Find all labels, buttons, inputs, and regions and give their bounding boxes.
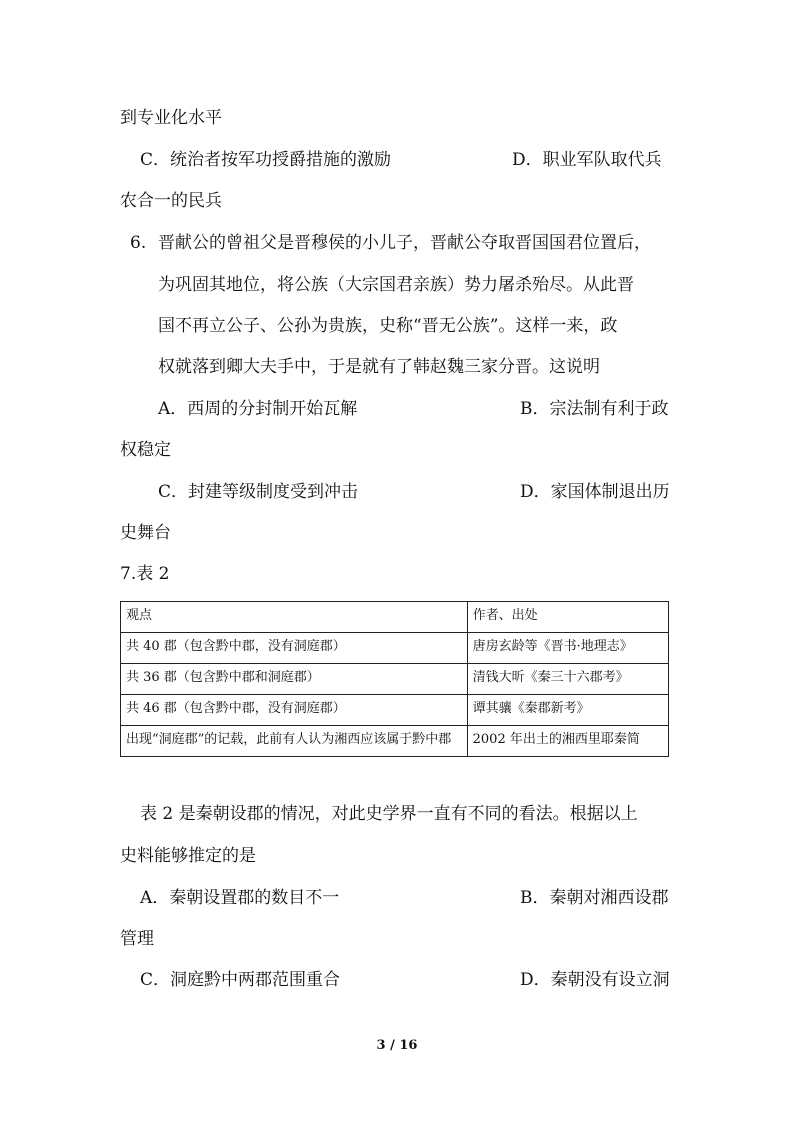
table-header-row xyxy=(121,602,669,633)
q6-stem-line-1: 晋献公的曾祖父是晋穆侯的小儿子，晋献公夺取晋国国君位置后， xyxy=(158,233,651,253)
q6-option-d-continuation: 史舞台 xyxy=(120,523,171,543)
table-cell: 共 36 郡（包含黔中郡和洞庭郡） xyxy=(121,664,468,695)
q7-heading: 7.表 2 xyxy=(120,564,170,584)
q7-option-d: D．秦朝没有设立洞 xyxy=(520,970,670,990)
q6-stem-line-3: 国不再立公子、公孙为贵族，史称“晋无公族”。这样一来，政 xyxy=(158,316,618,336)
q5-option-d: D．职业军队取代兵 xyxy=(512,150,662,170)
q6-option-a: A．西周的分封制开始瓦解 xyxy=(158,399,358,419)
q6-number: 6. xyxy=(130,233,147,253)
q7-stem-line-1: 表 2 是秦朝设郡的情况，对此史学界一直有不同的看法。根据以上 xyxy=(140,804,638,824)
table-cell: 清钱大昕《秦三十六郡考》 xyxy=(467,664,668,695)
table-row xyxy=(121,726,669,757)
q6-option-d: D．家国体制退出历 xyxy=(520,482,670,502)
q6-option-b-continuation: 权稳定 xyxy=(120,440,171,460)
table-row xyxy=(121,695,669,726)
q7-option-b: B．秦朝对湘西设郡 xyxy=(520,888,669,908)
table-header-cell: 观点 xyxy=(121,602,468,633)
table-cell: 共 46 郡（包含黔中郡，没有洞庭郡） xyxy=(121,695,468,726)
page-number: 3 / 16 xyxy=(376,1038,418,1053)
q7-stem-line-2: 史料能够推定的是 xyxy=(120,846,256,866)
table-header-cell: 作者、出处 xyxy=(467,602,668,633)
q5-option-c: C．统治者按军功授爵措施的激励 xyxy=(140,150,392,170)
table-cell: 唐房玄龄等《晋书·地理志》 xyxy=(467,633,668,664)
table-row xyxy=(121,633,669,664)
table-cell: 2002 年出土的湘西里耶秦简 xyxy=(467,726,668,757)
q7-table xyxy=(120,601,669,757)
q5-option-d-continuation: 农合一的民兵 xyxy=(120,191,222,211)
q7-option-b-continuation: 管理 xyxy=(120,929,154,949)
q6-option-b: B．宗法制有利于政 xyxy=(520,399,669,419)
q7-option-c: C．洞庭黔中两郡范围重合 xyxy=(140,970,341,990)
q5-continuation-line: 到专业化水平 xyxy=(120,108,222,128)
q6-stem-line-2: 为巩固其地位，将公族（大宗国君亲族）势力屠杀殆尽。从此晋 xyxy=(158,275,634,295)
table-cell: 出现“洞庭郡”的记载，此前有人认为湘西应该属于黔中郡 xyxy=(121,726,468,757)
table-cell: 谭其骧《秦郡新考》 xyxy=(467,695,668,726)
table-cell: 共 40 郡（包含黔中郡，没有洞庭郡） xyxy=(121,633,468,664)
q7-option-a: A．秦朝设置郡的数目不一 xyxy=(140,888,340,908)
q6-option-c: C．封建等级制度受到冲击 xyxy=(158,482,359,502)
q6-stem-line-4: 权就落到卿大夫手中，于是就有了韩赵魏三家分晋。这说明 xyxy=(158,357,600,377)
table-row xyxy=(121,664,669,695)
